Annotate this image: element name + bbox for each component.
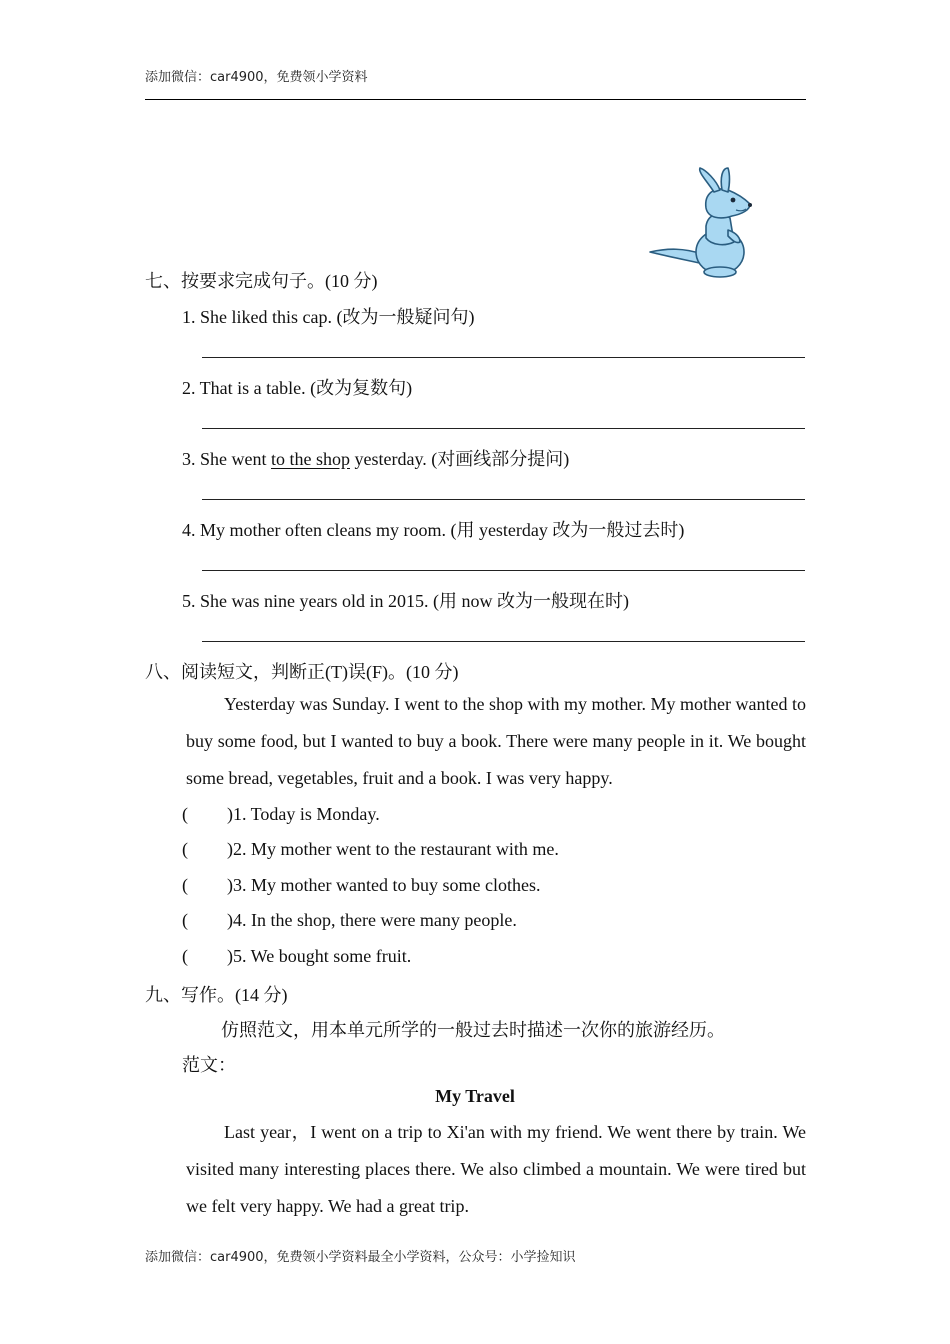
tf-answer-blank-2[interactable]: ( [182, 839, 188, 859]
kangaroo-illustration [648, 164, 754, 278]
tf-answer-blank-5[interactable]: ( [182, 946, 188, 966]
s7-q3-before: 3. She went [182, 449, 271, 469]
tf-question-4 [182, 910, 517, 931]
s7-answer-line-2[interactable] [202, 428, 805, 429]
sample-essay [186, 1114, 806, 1225]
s7-question-2: 2. That is a table. (改为复数句) [182, 378, 413, 398]
reading-passage [186, 686, 806, 797]
s7-q3-underlined: to the shop [271, 449, 350, 469]
tf-question-1 [182, 804, 380, 825]
footer-text: 添加微信：car4900，免费领小学资料最全小学资料，公众号：小学捡知识 [145, 1250, 576, 1265]
section-7-title: 七、按要求完成句子。(10 分) [145, 271, 378, 291]
s7-question-1: 1. She liked this cap. (改为一般疑问句) [182, 307, 475, 327]
s7-question-4: 4. My mother often cleans my room. (用 yesterday 改为一般过去时) [182, 520, 685, 540]
section-8-title: 八、阅读短文，判断正(T)误(F)。(10 分) [145, 662, 459, 682]
tf-question-2 [182, 839, 559, 860]
tf-question-text-2: )2. My mother went to the restaurant with me. [227, 839, 559, 859]
tf-question-text-4: )4. In the shop, there were many people. [227, 910, 517, 930]
s7-answer-line-1[interactable] [202, 357, 805, 358]
header-text: 添加微信：car4900，免费领小学资料 [145, 70, 368, 85]
tf-answer-blank-3[interactable]: ( [182, 875, 188, 895]
s7-q3-after: yesterday. (对画线部分提问) [350, 449, 570, 469]
sample-label: 范文： [182, 1055, 236, 1075]
s7-answer-line-3[interactable] [202, 499, 805, 500]
s7-question-5: 5. She was nine years old in 2015. (用 now 改为一般现在时) [182, 591, 629, 611]
tf-question-3 [182, 875, 540, 896]
section-9-title: 九、写作。(14 分) [145, 985, 288, 1005]
reading-passage-text: Yesterday was Sunday. I went to the shop with my mother. My mother wanted to buy some food, but I wanted to buy a book. There were many people in it. We bought some bread, vegetables, fruit and a book. I was very happy. [186, 694, 806, 788]
tf-answer-blank-1[interactable]: ( [182, 804, 188, 824]
header-rule [145, 99, 806, 100]
tf-answer-blank-4[interactable]: ( [182, 910, 188, 930]
s7-question-3 [182, 445, 569, 471]
s7-answer-line-5[interactable] [202, 641, 805, 642]
tf-question-text-3: )3. My mother wanted to buy some clothes. [227, 875, 541, 895]
s7-answer-line-4[interactable] [202, 570, 805, 571]
sample-essay-text: Last year，I went on a trip to Xi'an with my friend. We went there by train. We visited many interesting places there. We also climbed a mountain. We were tired but we felt very happy. We had a great trip. [186, 1122, 806, 1216]
writing-instruction: 仿照范文，用本单元所学的一般过去时描述一次你的旅游经历。 [221, 1020, 725, 1040]
tf-question-5 [182, 946, 411, 967]
tf-question-text-5: )5. We bought some fruit. [227, 946, 412, 966]
essay-title: My Travel [435, 1086, 515, 1106]
tf-question-text-1: )1. Today is Monday. [227, 804, 380, 824]
